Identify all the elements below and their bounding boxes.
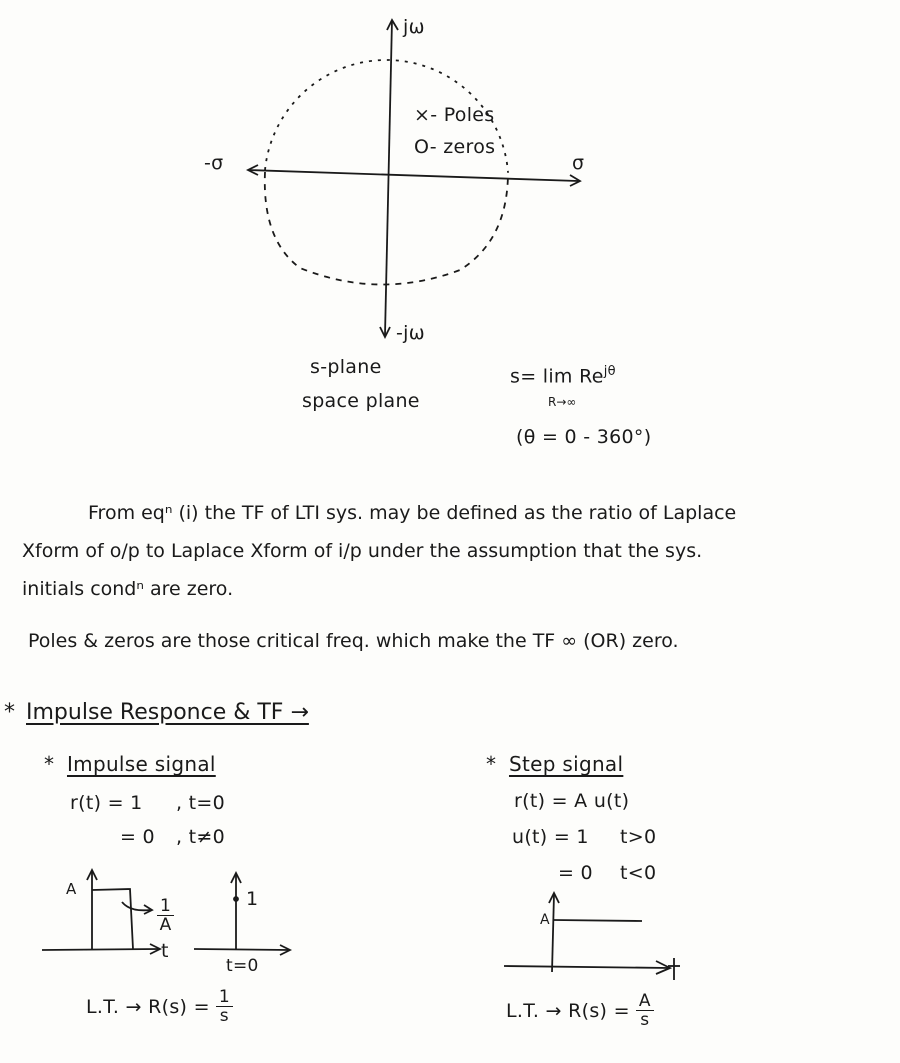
legend-poles: ×- Poles (414, 104, 495, 126)
neg-jw-axis-label: -jω (396, 322, 425, 344)
step-eq2-cond: t>0 (620, 826, 657, 848)
step-lt-prefix: L.T. → R(s) = (506, 999, 630, 1022)
pulse-area-fraction: $\frac{1}{A}$ (157, 897, 174, 934)
step-eq1: r(t) = A u(t) (514, 790, 630, 812)
impulse-title-text: Impulse signal (66, 752, 216, 776)
legend-zeros: O- zeros (414, 136, 496, 158)
step-eq3-lhs: = 0 (558, 862, 593, 884)
step-lt-fraction: $\frac{A}{s}$ (636, 992, 654, 1029)
pulse-amplitude-label: A (66, 880, 77, 898)
s-plane-caption: s-plane (310, 356, 382, 378)
pos-sigma-label: σ (572, 152, 585, 174)
step-title-text: Step signal (508, 752, 624, 776)
jw-axis-label: jω (403, 16, 425, 38)
impulse-eq2-lhs: = 0 (120, 826, 155, 848)
impulse-lt-fraction: $\frac{1}{s}$ (216, 988, 233, 1025)
paragraph-line-3: initials condⁿ are zero. (22, 578, 234, 600)
formula-limit: R→∞ (548, 395, 577, 409)
paragraph-line-4: Poles & zeros are those critical freq. which make the TF ∞ (OR) zero. (28, 630, 679, 652)
step-amplitude-label: A (540, 912, 550, 928)
step-laplace (506, 992, 654, 1029)
impulse-eq1-cond: , t=0 (176, 792, 226, 814)
impulse-lt-prefix: L.T. → R(s) = (86, 995, 210, 1018)
paragraph-line-2: Xform of o/p to Laplace Xform of i/p under the assumption that the sys. (22, 540, 703, 562)
neg-sigma-label: -σ (204, 152, 224, 174)
formula-exponent: jθ (603, 364, 616, 379)
step-eq3-cond: t<0 (620, 862, 657, 884)
step-eq2-lhs: u(t) = 1 (512, 826, 589, 848)
impulse-value-label: 1 (246, 888, 259, 910)
impulse-t0-label: t=0 (226, 956, 259, 976)
impulse-eq1-lhs: r(t) = 1 (70, 792, 143, 814)
heading-text: Impulse Responce & TF → (26, 700, 309, 725)
formula-range: (θ = 0 - 360°) (516, 426, 652, 448)
step-bullet: * (486, 752, 497, 776)
formula-main: s= lim Re (510, 365, 604, 388)
heading-bullet: * (4, 700, 15, 725)
pulse-t-axis-label: t (161, 940, 169, 962)
impulse-bullet: * (44, 752, 55, 776)
paragraph-line-1: From eqⁿ (i) the TF of LTI sys. may be defined as the ratio of Laplace (88, 502, 737, 524)
space-plane-caption: space plane (302, 390, 420, 412)
impulse-eq2-cond: , t≠0 (176, 826, 226, 848)
